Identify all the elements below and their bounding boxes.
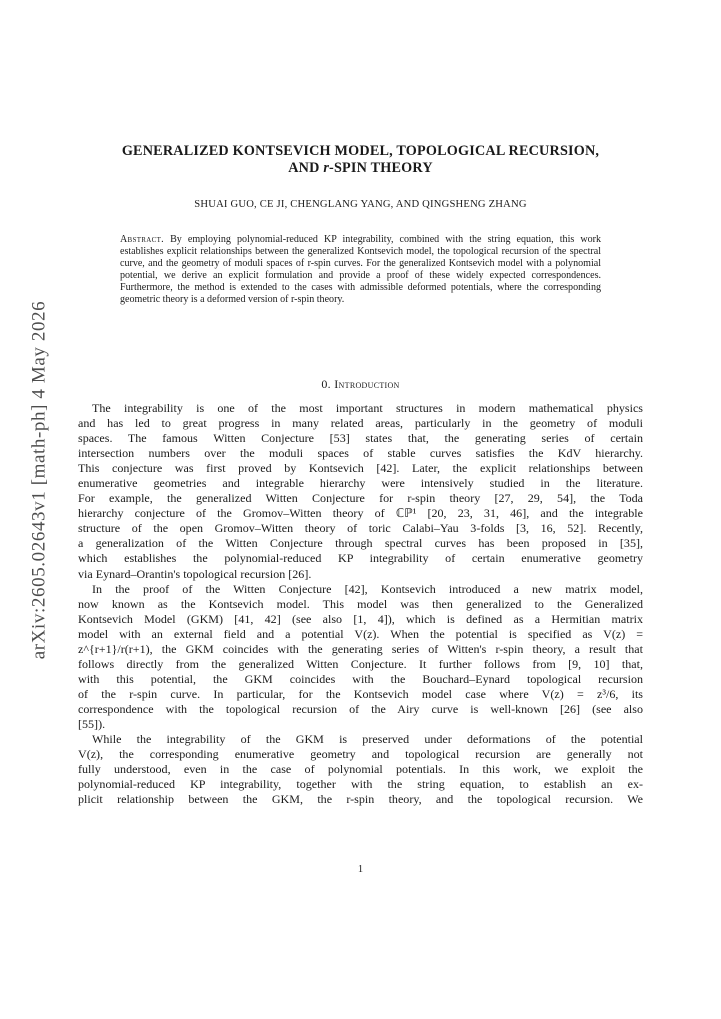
- body-line: V(z), the corresponding enumerative geometry and topological recursion are generally not: [78, 747, 643, 762]
- body-line: z^{r+1}/r(r+1), the GKM coincides with the generating series of Witten's r-spin theory, a result that: [78, 641, 643, 656]
- page-number: 1: [357, 864, 364, 875]
- body-line: The integrability is one of the most important structures in modern mathematical physics: [92, 401, 643, 415]
- abstract-text: By employing polynomial-reduced KP integrability, combined with the string equation, this work establishes explicit relationships between the generalized Kontsevich model, the topological recursion of the spectral curve, and the geometry of moduli spaces of r-spin curves. For the generalized Kontsevich model with a polynomial potential, we derive an explicit formulation and provide a proof of these widely expected correspondences. Furthermore, the method is extended to the cases with admissible deformed potentials, where the corresponding geometric theory is a deformed version of r-spin theory.: [120, 234, 602, 306]
- abstract: [120, 234, 601, 307]
- section-heading: [78, 377, 643, 392]
- body-line: now known as the Kontsevich model. This model was then generalized to the Generalized: [78, 596, 643, 611]
- title-line-1: GENERALIZED KONTSEVICH MODEL, TOPOLOGICAL RECURSION,: [121, 143, 600, 159]
- body-line: structure of the open Gromov–Witten theory of toric Calabi–Yau 3-folds [3, 16, 52]. Recently,: [78, 521, 643, 536]
- body-line: via Eynard–Orantin's topological recursion [26].: [78, 566, 312, 581]
- introduction-body: [78, 401, 643, 807]
- body-line: While the integrability of the GKM is preserved under deformations of the potential: [92, 732, 643, 747]
- body-line: fully understood, even in the case of polynomial potentials. In this work, we exploit the: [78, 762, 643, 777]
- arxiv-stamp-text: arXiv:2605.02643v1 [math-ph] 4 May 2026: [28, 300, 49, 660]
- body-line: [55]).: [78, 716, 106, 731]
- body-line: plicit relationship between the GKM, the r-spin theory, and the topological recursion. We: [78, 792, 643, 807]
- author-list: SHUAI GUO, CE JI, CHENGLANG YANG, AND QINGSHENG ZHANG: [194, 199, 527, 210]
- paper-title: [78, 143, 643, 177]
- title-line-2: AND r-SPIN THEORY: [288, 160, 433, 176]
- body-line: a generalization of the Witten Conjecture through spectral curves has been proposed in [35],: [78, 536, 643, 551]
- body-line: enumerative geometries and integrable hierarchy were intensively studied in the literature.: [78, 476, 643, 491]
- body-line: with this potential, the GKM coincides with the Bouchard–Eynard topological recursion: [78, 671, 643, 686]
- section-number: 0.: [321, 377, 331, 391]
- body-line: which establishes the polynomial-reduced KP integrability of certain enumerative geometry: [78, 551, 643, 566]
- arxiv-identifier-stamp: [20, 290, 58, 670]
- abstract-heading: Abstract.: [120, 234, 164, 245]
- body-line: follows directly from the generalized Witten Conjecture. It further follows from [9, 10] that,: [78, 656, 643, 671]
- body-line: For example, the generalized Witten Conjecture for r-spin theory [27, 29, 54], the Toda: [78, 491, 643, 506]
- body-line: spaces. The famous Witten Conjecture [53] states that, the generating series of certain: [78, 431, 643, 446]
- body-line: correspondence with the topological recursion of the Airy curve is well-known [26] (see also: [78, 701, 643, 716]
- body-line: hierarchy conjecture of the Gromov–Witten theory of ℂℙ¹ [20, 23, 31, 46], and the integrable: [78, 506, 643, 521]
- body-line: and has led to great progress in many related areas, particularly in the geometry of moduli: [78, 416, 643, 431]
- body-line: This conjecture was first proved by Kontsevich [42]. Later, the explicit relationships between: [78, 461, 643, 476]
- body-line: polynomial-reduced KP integrability, together with the string equation, to establish an ex-: [78, 777, 643, 792]
- body-line: In the proof of the Witten Conjecture [42], Kontsevich introduced a new matrix model,: [92, 581, 643, 596]
- section-title: Introduction: [334, 377, 400, 391]
- body-line: intersection numbers over the moduli spaces of stable curves satisfies the KdV hierarchy.: [78, 446, 643, 461]
- body-line: of the r-spin curve. In particular, for the Kontsevich model case where V(z) = z³/6, its: [78, 686, 643, 701]
- body-line: Kontsevich Model (GKM) [41, 42] (see also [1, 4]), which is defined as a Hermitian matrix: [78, 611, 643, 626]
- body-line: model with an external field and a potential V(z). When the potential is specified as V(z) =: [78, 626, 643, 641]
